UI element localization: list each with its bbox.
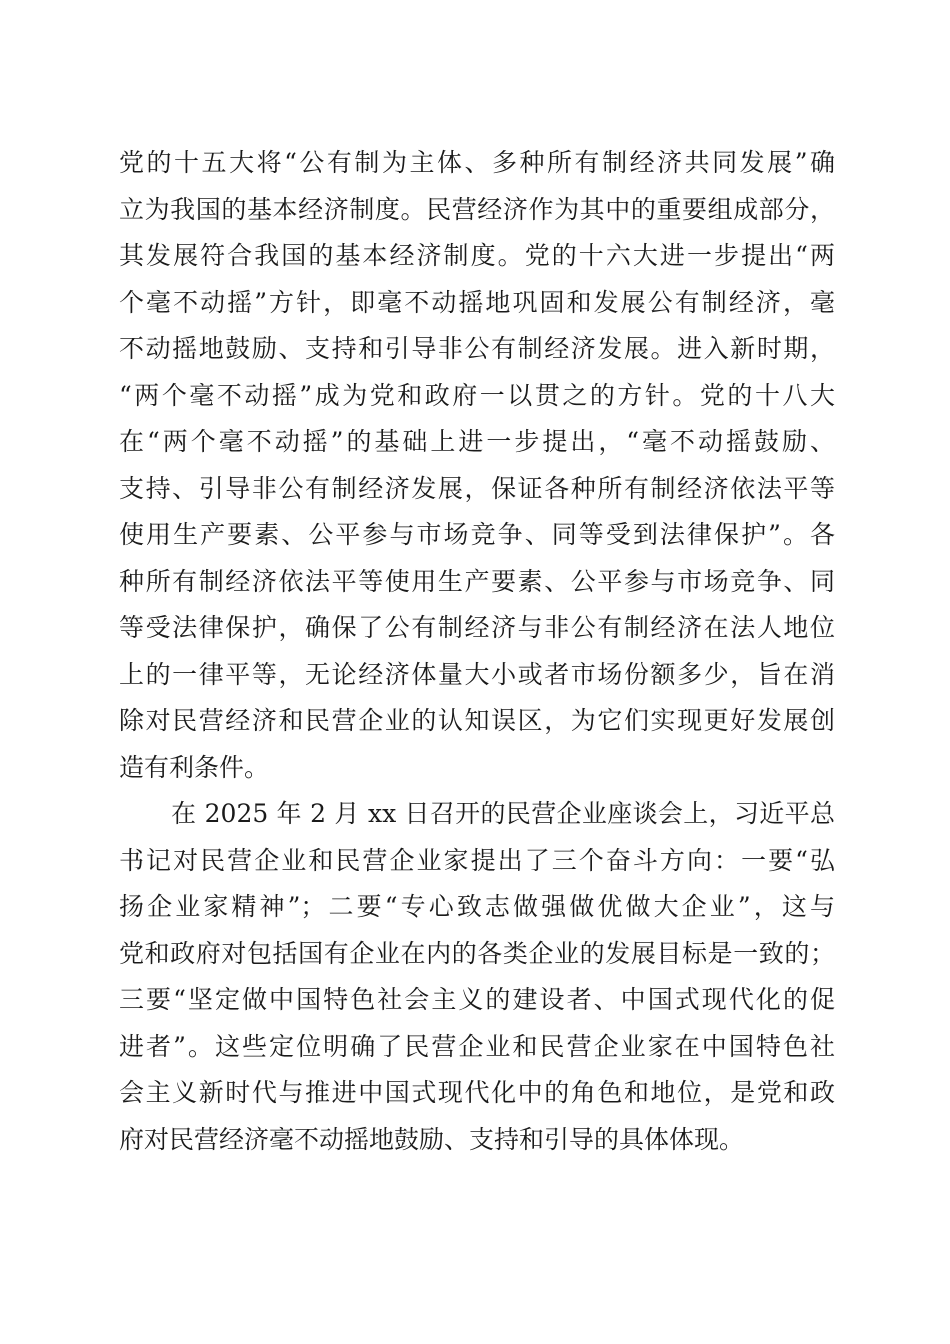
paragraph-line: 使用生产要素、公平参与市场竞争、同等受到法律保护”。各 bbox=[119, 520, 835, 549]
paragraph-line: 会主义新时代与推进中国式现代化中的角色和地位，是党和政 bbox=[119, 1078, 835, 1107]
paragraph-line: 在 2025 年 2 月 xx 日召开的民营企业座谈会上，习近平总 bbox=[171, 799, 835, 828]
paragraph-line: 种所有制经济依法平等使用生产要素、公平参与市场竞争、同 bbox=[119, 566, 835, 596]
paragraph-line: 三要“坚定做中国特色社会主义的建设者、中国式现代化的促 bbox=[119, 985, 835, 1014]
paragraph-line: 上的一律平等，无论经济体量大小或者市场份额多少，旨在消 bbox=[119, 659, 835, 689]
paragraph-line: 个毫不动摇”方针，即毫不动摇地巩固和发展公有制经济，毫 bbox=[119, 287, 835, 317]
paragraph-line: 支持、引导非公有制经济发展，保证各种所有制经济依法平等 bbox=[119, 473, 835, 503]
paragraph-line: “两个毫不动摇”成为党和政府一以贯之的方针。党的十八大 bbox=[119, 380, 835, 410]
paragraph-2 bbox=[119, 791, 835, 1163]
document-body bbox=[119, 140, 835, 1163]
paragraph-line: 党和政府对包括国有企业在内的各类企业的发展目标是一致的； bbox=[119, 938, 835, 968]
paragraph-line: 府对民营经济毫不动摇地鼓励、支持和引导的具体体现。 bbox=[119, 1124, 745, 1154]
paragraph-line: 进者”。这些定位明确了民营企业和民营企业家在中国特色社 bbox=[119, 1031, 835, 1061]
paragraph-line: 造有利条件。 bbox=[119, 752, 270, 782]
paragraph-line: 其发展符合我国的基本经济制度。党的十六大进一步提出“两 bbox=[119, 241, 835, 270]
paragraph-1 bbox=[119, 140, 835, 791]
paragraph-line: 扬企业家精神”；二要“专心致志做强做优做大企业”，这与 bbox=[119, 892, 835, 921]
paragraph-line: 书记对民营企业和民营企业家提出了三个奋斗方向：一要“弘 bbox=[119, 845, 835, 875]
paragraph-line: 党的十五大将“公有制为主体、多种所有制经济共同发展”确 bbox=[119, 148, 835, 177]
paragraph-line: 不动摇地鼓励、支持和引导非公有制经济发展。进入新时期， bbox=[119, 334, 835, 363]
paragraph-line: 立为我国的基本经济制度。民营经济作为其中的重要组成部分， bbox=[119, 194, 835, 224]
paragraph-line: 在“两个毫不动摇”的基础上进一步提出，“毫不动摇鼓励、 bbox=[119, 427, 835, 456]
paragraph-line: 等受法律保护，确保了公有制经济与非公有制经济在法人地位 bbox=[119, 613, 835, 642]
paragraph-line: 除对民营经济和民营企业的认知误区，为它们实现更好发展创 bbox=[119, 706, 835, 735]
